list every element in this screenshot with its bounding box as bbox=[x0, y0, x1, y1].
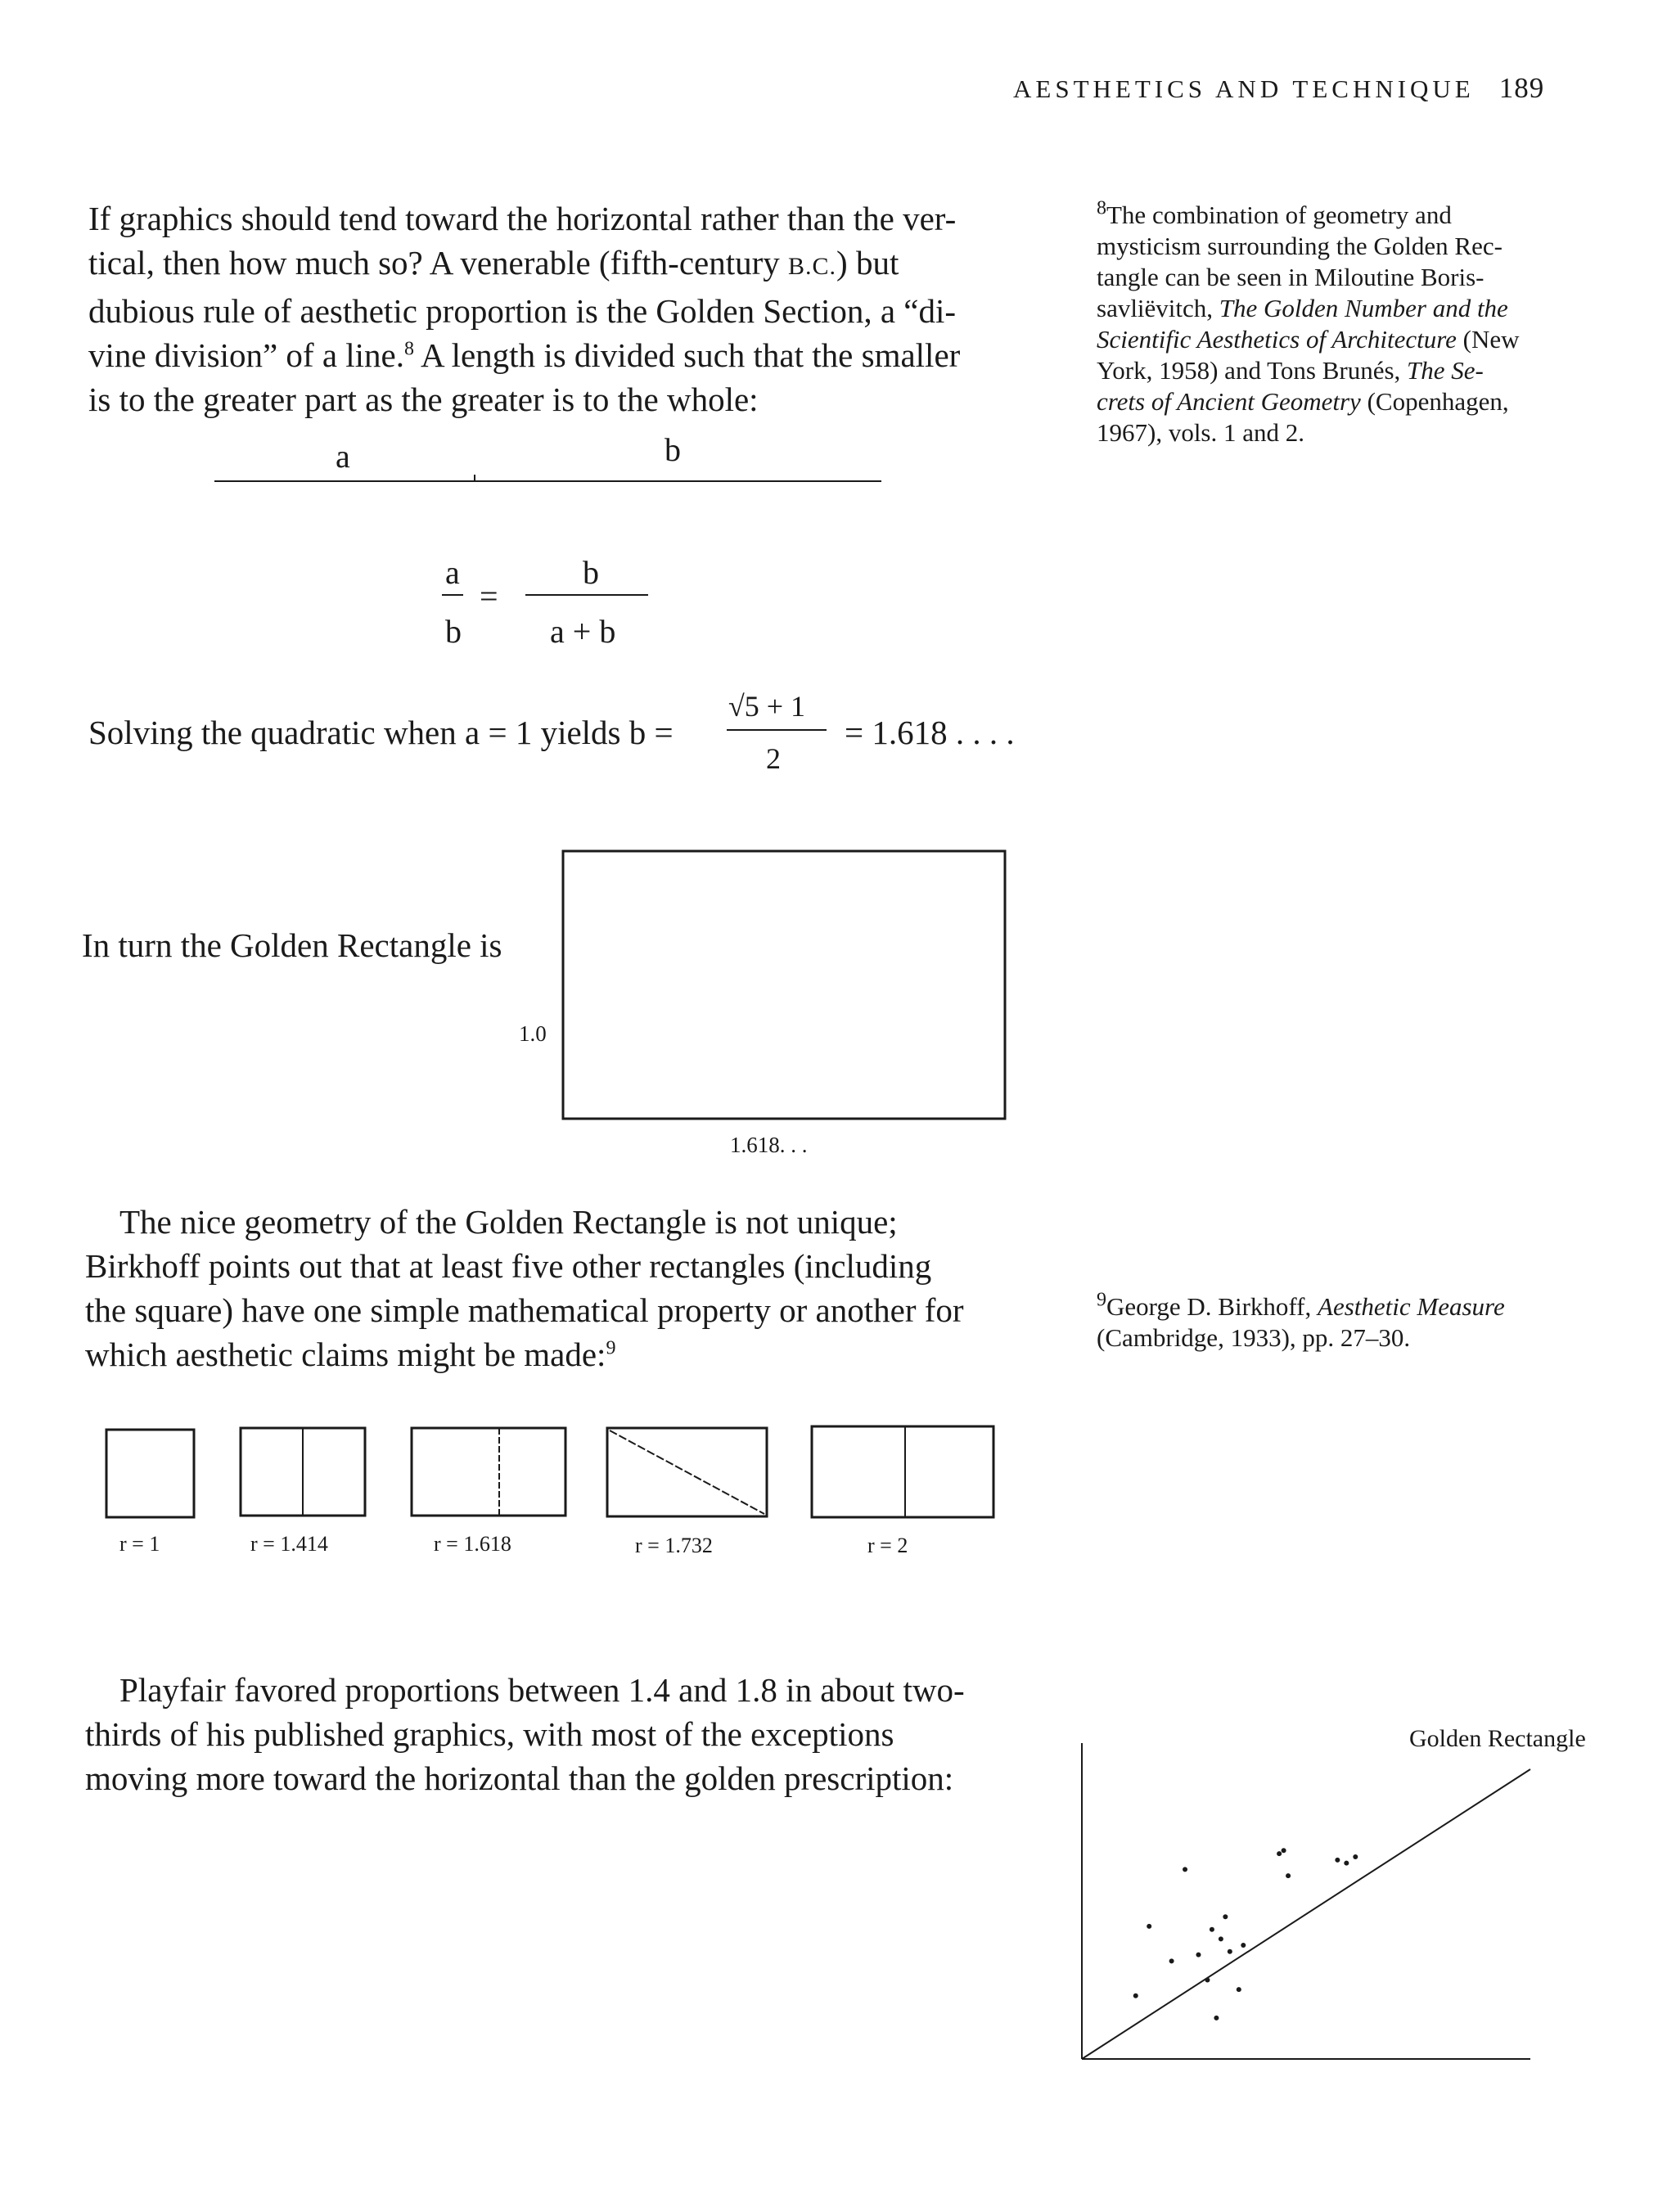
solving-denominator: 2 bbox=[766, 742, 781, 775]
text-line: (Cambridge, 1933), pp. 27–30. bbox=[1097, 1323, 1411, 1352]
golden-rectangle bbox=[561, 843, 1008, 1121]
solving-result: = 1.618 . . . . bbox=[845, 714, 1015, 751]
rect-square bbox=[106, 1430, 194, 1517]
birkhoff-rectangles bbox=[0, 1421, 1031, 1527]
text-line: crets of Ancient Geometry (Copenhagen, bbox=[1097, 387, 1509, 416]
scatter-point bbox=[1210, 1927, 1214, 1932]
eq-equals: = bbox=[480, 578, 498, 615]
text-line: Birkhoff points out that at least five other rectangles (including bbox=[85, 1247, 932, 1285]
text-line: thirds of his published graphics, with most of the exceptions bbox=[85, 1715, 894, 1753]
solving-numerator: √5 + 1 bbox=[728, 690, 806, 723]
page-number: 189 bbox=[1498, 72, 1545, 104]
scatter-point bbox=[1353, 1854, 1358, 1859]
running-header bbox=[1013, 72, 1544, 105]
text-line: vine division” of a line.$^8$ A length is divided such that the smaller bbox=[88, 336, 961, 374]
text-line: The nice geometry of the Golden Rectangle is not unique; bbox=[119, 1203, 898, 1241]
rect-label-1618: r = 1.618 bbox=[434, 1532, 511, 1556]
rect-golden bbox=[412, 1428, 565, 1516]
text-line: Scientific Aesthetics of Architecture (New bbox=[1097, 325, 1520, 354]
text-line: If graphics should tend toward the horizontal rather than the ver- bbox=[88, 200, 957, 237]
scatter-point bbox=[1335, 1858, 1340, 1863]
scatter-point bbox=[1147, 1924, 1151, 1929]
rect-double-square bbox=[812, 1426, 993, 1517]
rect-label-2: r = 2 bbox=[867, 1534, 908, 1557]
eq-fraction-bars bbox=[442, 593, 655, 598]
footnote-ref-8[interactable]: 8 bbox=[404, 338, 414, 360]
scatter-point bbox=[1214, 2016, 1219, 2021]
footnote-8 bbox=[1097, 197, 1520, 448]
scatter-point bbox=[1223, 1914, 1228, 1919]
golden-rectangle-line bbox=[1082, 1769, 1530, 2059]
paragraph-birkhoff bbox=[85, 1200, 964, 1376]
paragraph-golden-section bbox=[88, 196, 960, 421]
divided-line bbox=[214, 458, 885, 491]
scatter-point bbox=[1277, 1851, 1282, 1856]
scatter-point bbox=[1228, 1949, 1232, 1954]
text-line: dubious rule of aesthetic proportion is the Golden Section, a “di- bbox=[88, 292, 957, 330]
solving-prefix: Solving the quadratic when a = 1 yields b = bbox=[88, 714, 674, 751]
rect-label-1: r = 1 bbox=[119, 1532, 160, 1556]
footnote-9-number: 9 bbox=[1097, 1289, 1106, 1311]
scatter-point bbox=[1344, 1861, 1349, 1866]
rect-label-1414: r = 1.414 bbox=[250, 1532, 328, 1556]
rect-root3 bbox=[607, 1428, 767, 1516]
golden-rect-width-label: 1.618. . . bbox=[730, 1133, 808, 1157]
scatter-point bbox=[1169, 1958, 1174, 1963]
scatter-point bbox=[1286, 1873, 1291, 1878]
text-line: is to the greater part as the greater is to the whole: bbox=[88, 381, 759, 418]
scatter-point bbox=[1183, 1867, 1187, 1872]
golden-rect-height-label: 1.0 bbox=[519, 1021, 547, 1046]
playfair-scatter-chart bbox=[1072, 1735, 1547, 2079]
text-line: 1967), vols. 1 and 2. bbox=[1097, 418, 1305, 447]
eq-left-num: a bbox=[445, 554, 460, 591]
paragraph-playfair bbox=[85, 1668, 965, 1800]
chart-annotation: Golden Rectangle bbox=[1409, 1725, 1586, 1752]
text-line: $^8$The combination of geometry and bbox=[1097, 197, 1452, 229]
scatter-point bbox=[1205, 1978, 1210, 1983]
text-line: savliëvitch, The Golden Number and the bbox=[1097, 294, 1508, 322]
scatter-point bbox=[1241, 1943, 1246, 1948]
scatter-point bbox=[1282, 1848, 1286, 1853]
rect-root2 bbox=[241, 1428, 365, 1516]
text-line: mysticism surrounding the Golden Rec- bbox=[1097, 232, 1503, 260]
running-title: AESTHETICS AND TECHNIQUE bbox=[1013, 74, 1475, 103]
golden-rect-intro: In turn the Golden Rectangle is bbox=[82, 926, 502, 964]
text-line: tangle can be seen in Miloutine Boris- bbox=[1097, 263, 1485, 291]
bc-abbrev: B.C. bbox=[788, 253, 837, 280]
footnote-8-number: 8 bbox=[1097, 197, 1106, 219]
eq-left-den: b bbox=[445, 613, 462, 650]
scatter-point bbox=[1196, 1953, 1201, 1957]
text-line: moving more toward the horizontal than the golden prescription: bbox=[85, 1759, 954, 1797]
rect-label-1732: r = 1.732 bbox=[635, 1534, 713, 1557]
text-line: tical, then how much so? A venerable (fifth-century B.C.) but bbox=[88, 244, 899, 282]
segment-label-b: b bbox=[665, 431, 681, 468]
eq-right-den: a + b bbox=[550, 613, 616, 650]
solving-fraction-bar bbox=[727, 728, 833, 733]
text-line: the square) have one simple mathematical property or another for bbox=[85, 1291, 964, 1329]
footnote-9 bbox=[1097, 1291, 1505, 1354]
eq-right-num: b bbox=[583, 554, 599, 591]
scatter-point bbox=[1237, 1987, 1241, 1992]
segment-label-a: a bbox=[336, 438, 350, 475]
scatter-point bbox=[1219, 1936, 1223, 1941]
text-line: which aesthetic claims might be made:$^9$ bbox=[85, 1336, 616, 1373]
scatter-point bbox=[1133, 1994, 1138, 1998]
text-line: $^9$George D. Birkhoff, Aesthetic Measure bbox=[1097, 1289, 1505, 1321]
text-line: York, 1958) and Tons Brunés, The Se- bbox=[1097, 356, 1484, 385]
footnote-ref-9[interactable]: 9 bbox=[606, 1337, 616, 1359]
text-line: Playfair favored proportions between 1.4 and 1.8 in about two- bbox=[119, 1671, 965, 1709]
